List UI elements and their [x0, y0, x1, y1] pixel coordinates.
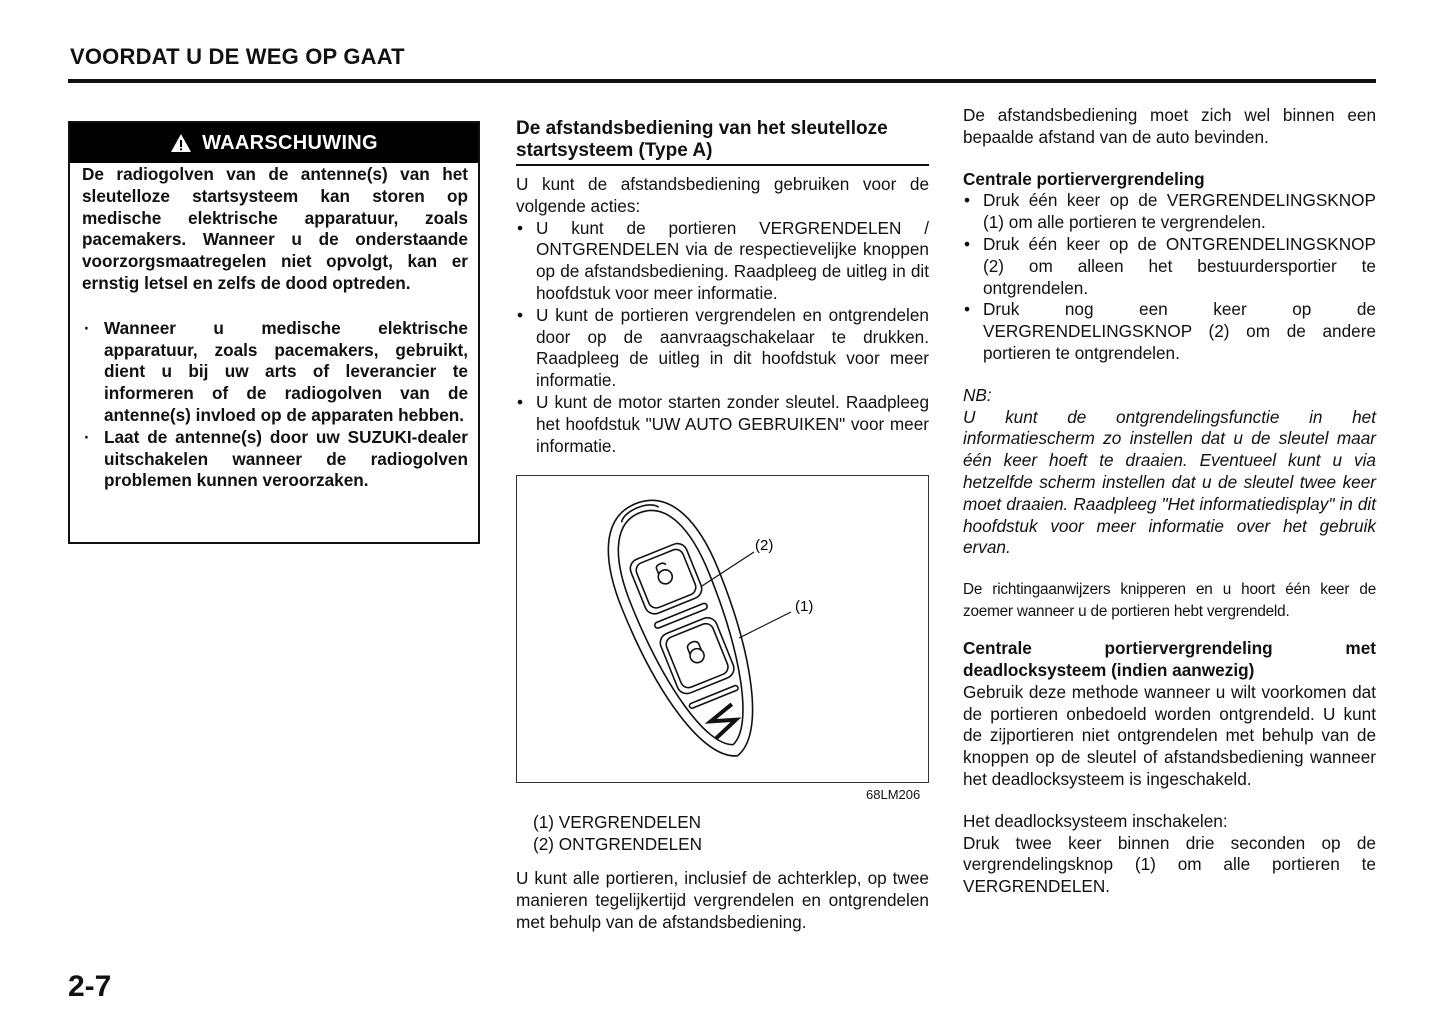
warning-intro: De radiogolven van de antenne(s) van het sleutelloze startsysteem kan storen op medische elektrische apparatuur, zoals pacemakers. Wanneer u de onderstaande voorzorgsmaatregelen niet opvolgt, kan er ernstig letsel en zelfs de dood optreden.	[82, 164, 468, 293]
deadlock-heading: Centrale portiervergrendeling met deadlocksysteem (indien aanwezig)	[963, 638, 1376, 680]
list-item: • Druk één keer op de VERGRENDELINGSKNOP (1) om alle portieren te vergrendelen.	[964, 190, 1376, 233]
right-column	[963, 105, 1376, 898]
smart-key-illustration	[517, 476, 927, 781]
callout-1: (1)	[795, 598, 814, 615]
middle-column	[516, 118, 929, 457]
list-item: • Druk nog een keer op de VERGRENDELINGSKNOP (2) om de andere portieren te ontgrendelen.	[964, 299, 1376, 363]
page-header-title: VOORDAT U DE WEG OP GAAT	[70, 44, 405, 69]
callout-2: (2)	[755, 537, 774, 554]
warning-triangle-icon	[170, 133, 192, 153]
central-bullets	[963, 190, 1376, 364]
warning-title: WAARSCHUWING	[202, 131, 378, 154]
figure-code: 68LM206	[866, 787, 921, 802]
warning-list	[82, 318, 468, 492]
middle-intro: U kunt de afstandsbediening gebruiken voor de volgende acties:	[516, 174, 929, 216]
middle-bullets	[516, 218, 929, 458]
list-item: • Druk één keer op de ONTGRENDELINGSKNOP (2) om alleen het bestuurdersportier te ontgrendelen.	[964, 233, 1376, 298]
header-rule	[68, 79, 1376, 83]
deadlock-text: Gebruik deze methode wanneer u wilt voorkomen dat de portieren onbedoeld worden ontgrendeld. U kunt de zijportieren niet ontgrendelen met behulp van de knoppen op de sleutel of afstandsbediening wanneer het deadlocksysteem is ingeschakeld.	[963, 681, 1376, 789]
middle-closing	[516, 868, 929, 933]
nb-label: NB:	[963, 384, 992, 405]
caption-2: (2) ONTGRENDELEN	[533, 834, 703, 854]
warning-item: · Wanneer u medische elektrische apparatuur, zoals pacemakers, gebruikt, dient u bij uw arts of leverancier te informeren of de radiogolven van de antenne(s) invloed op de apparaten hebben.	[84, 317, 468, 425]
nb-text: U kunt de ontgrendelingsfunctie in het informatiescherm zo instellen dat u de sleutel maar één keer hoeft te draaien. Eventueel kunt u via hetzelfde scherm instellen dat u de sleutel twee keer moet draaien. Raadpleeg "Het informatiedisplay" in dit hoofdstuk voor meer informatie over het gebruik ervan.	[963, 406, 1376, 558]
warning-body	[70, 163, 478, 492]
central-heading: Centrale portiervergrendeling	[963, 168, 1205, 189]
figure-captions	[533, 811, 702, 855]
page-number: 2-7	[68, 970, 112, 1003]
closing-paragraph: U kunt alle portieren, inclusief de achterklep, op twee manieren tegelijkertijd vergrendelen en ontgrendelen met behulp van de afstandsbediening.	[516, 868, 929, 932]
section-title: De afstandsbediening van het sleutelloze startsysteem (Type A)	[516, 118, 929, 166]
distance-note: De afstandsbediening moet zich wel binnen een bepaalde afstand van de auto bevinden.	[963, 105, 1376, 147]
indicator-note: De richtingaanwijzers knipperen en u hoort één keer de zoemer wanneer u de portieren hebt vergrendeld.	[963, 581, 1376, 620]
list-item: • U kunt de portieren VERGRENDELEN / ONTGRENDELEN via de respectievelijke knoppen op de afstandsbediening. Raadpleeg de uitleg in dit hoofdstuk voor meer informatie.	[517, 217, 929, 303]
warning-header	[70, 123, 478, 163]
caption-1: (1) VERGRENDELEN	[533, 812, 702, 832]
activate-label: Het deadlocksysteem inschakelen:	[963, 810, 1228, 831]
warning-box	[68, 121, 480, 544]
key-figure	[516, 475, 929, 783]
warning-item: · Laat de antenne(s) door uw SUZUKI-dealer uitschakelen wanneer de radiogolven problemen kunnen veroorzaken.	[84, 426, 468, 491]
activate-text: Druk twee keer binnen drie seconden op de vergrendelingsknop (1) om alle portieren te VERGRENDELEN.	[963, 832, 1376, 897]
list-item: • U kunt de portieren vergrendelen en ontgrendelen door op de aanvraagschakelaar te drukken. Raadpleeg de uitleg in dit hoofdstuk voor meer informatie.	[517, 304, 929, 391]
list-item: • U kunt de motor starten zonder sleutel. Raadpleeg het hoofdstuk "UW AUTO GEBRUIKEN" voor meer informatie.	[517, 391, 929, 456]
